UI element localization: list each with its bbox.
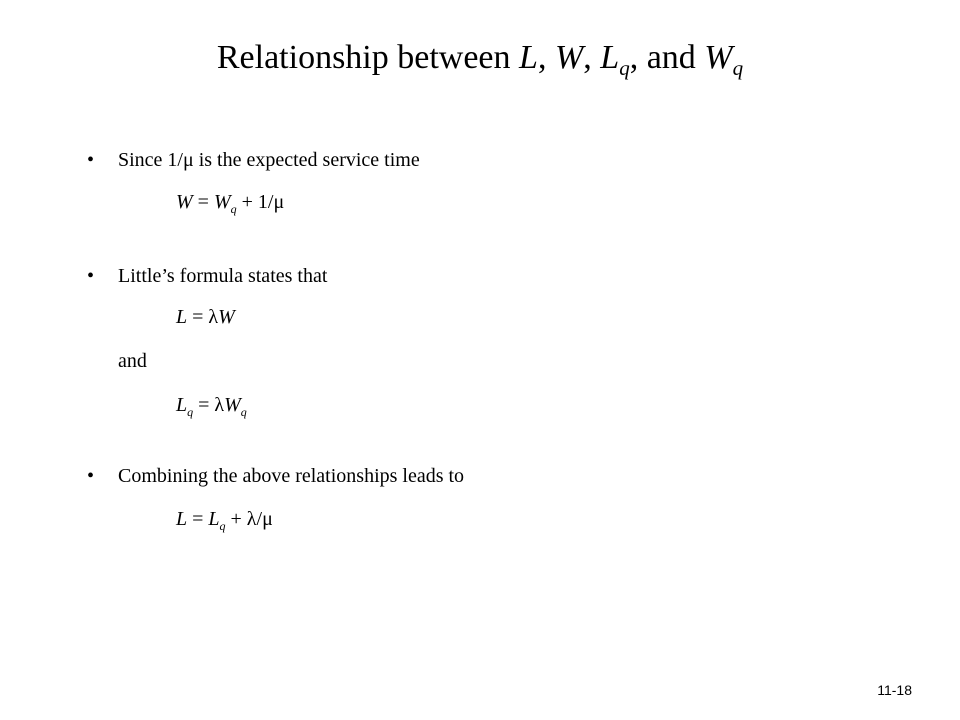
bullet-3: •	[87, 465, 95, 487]
bullet-1: •	[87, 149, 95, 171]
connector-and: and	[118, 350, 147, 372]
bullet-text-littles-formula: Little’s formula states that	[118, 265, 328, 287]
slide-number: 11-18	[877, 682, 912, 698]
slide-title: Relationship between L, W, $L_q$, and $W_q$	[216, 39, 744, 80]
equation-l-combined: $L = L_q + \lambda/\mu$	[176, 508, 273, 533]
bullet-text-service-time: Since 1/μ is the expected service time	[118, 149, 420, 171]
bullet-2: •	[87, 265, 95, 287]
equation-lq: $L_q = \lambda W_q$	[176, 394, 247, 419]
equation-w: $W = W_q + 1/\mu$	[176, 191, 285, 216]
equation-l: L = λW	[176, 306, 235, 328]
bullet-text-combining: Combining the above relationships leads to	[118, 465, 465, 487]
